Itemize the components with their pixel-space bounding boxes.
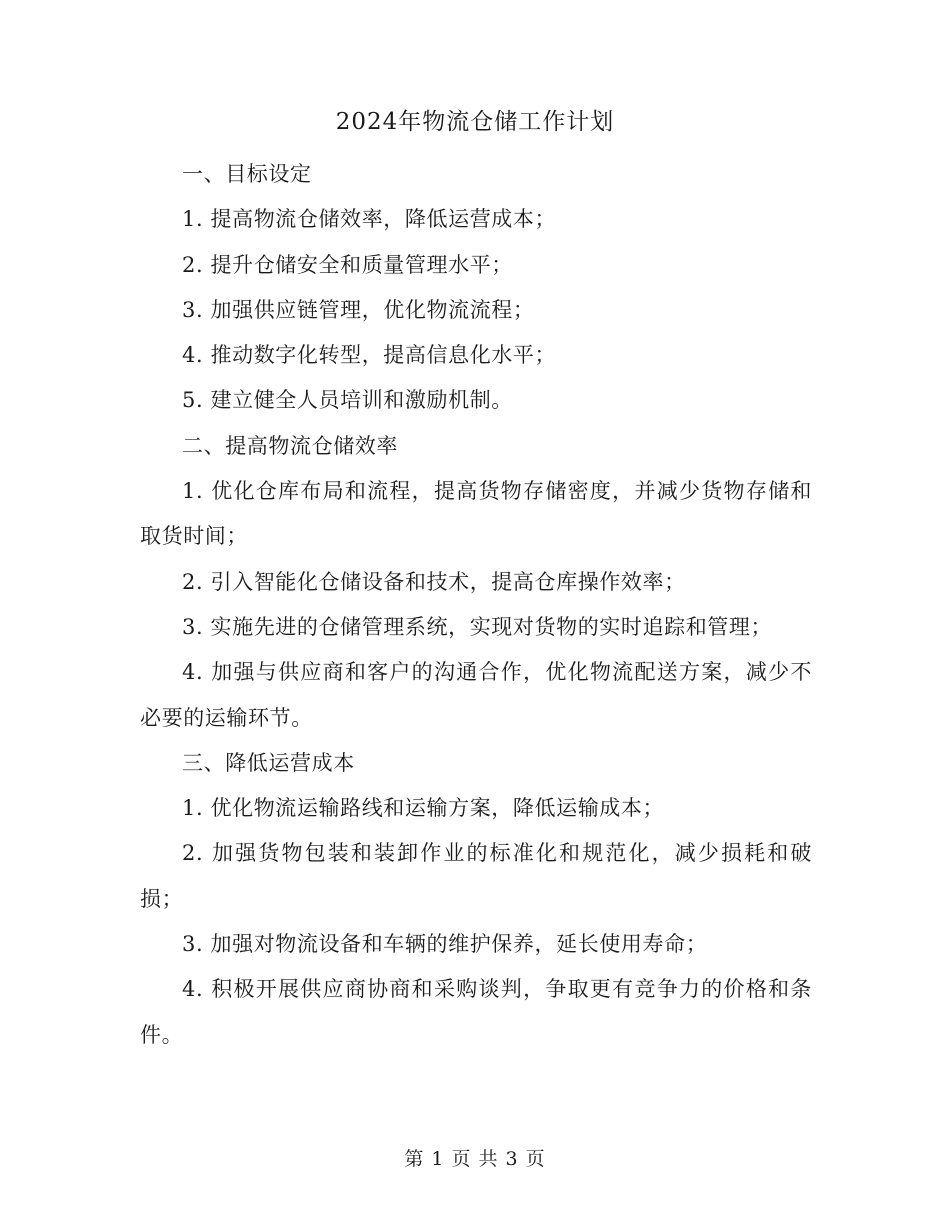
section-heading-efficiency: 二、提高物流仓储效率 bbox=[182, 433, 398, 458]
list-item: 2. 提升仓储安全和质量管理水平； bbox=[182, 252, 513, 277]
list-item: 1. 优化物流运输路线和运输方案，降低运输成本； bbox=[182, 796, 665, 821]
list-item: 5. 建立健全人员培训和激励机制。 bbox=[182, 388, 513, 413]
section-heading-goals: 一、目标设定 bbox=[182, 162, 312, 186]
list-item: 2. 加强货物包装和装卸作业的标准化和规范化，减少损耗和破损； bbox=[140, 841, 812, 911]
document-title: 2024年物流仓储工作计划 bbox=[335, 109, 615, 135]
list-item: 3. 加强供应链管理，优化物流流程； bbox=[182, 297, 535, 322]
document-body bbox=[140, 152, 812, 1058]
section-heading-cost: 三、降低运营成本 bbox=[182, 750, 355, 775]
list-item: 2. 引入智能化仓储设备和技术，提高仓库操作效率； bbox=[182, 569, 686, 594]
page-footer: 第 1 页 共 3 页 bbox=[404, 1148, 546, 1170]
list-item: 3. 实施先进的仓储管理系统，实现对货物的实时追踪和管理； bbox=[182, 614, 773, 639]
list-item: 1. 提高物流仓储效率，降低运营成本； bbox=[182, 207, 557, 232]
list-item: 4. 推动数字化转型，提高信息化水平； bbox=[182, 343, 557, 368]
list-item: 1. 优化仓库布局和流程，提高货物存储密度，并减少货物存储和取货时间； bbox=[140, 479, 812, 549]
list-item: 3. 加强对物流设备和车辆的维护保养，延长使用寿命； bbox=[182, 932, 708, 957]
list-item: 4. 加强与供应商和客户的沟通合作，优化物流配送方案，减少不必要的运输环节。 bbox=[140, 660, 812, 730]
list-item: 4. 积极开展供应商协商和采购谈判，争取更有竞争力的价格和条件。 bbox=[140, 977, 812, 1047]
